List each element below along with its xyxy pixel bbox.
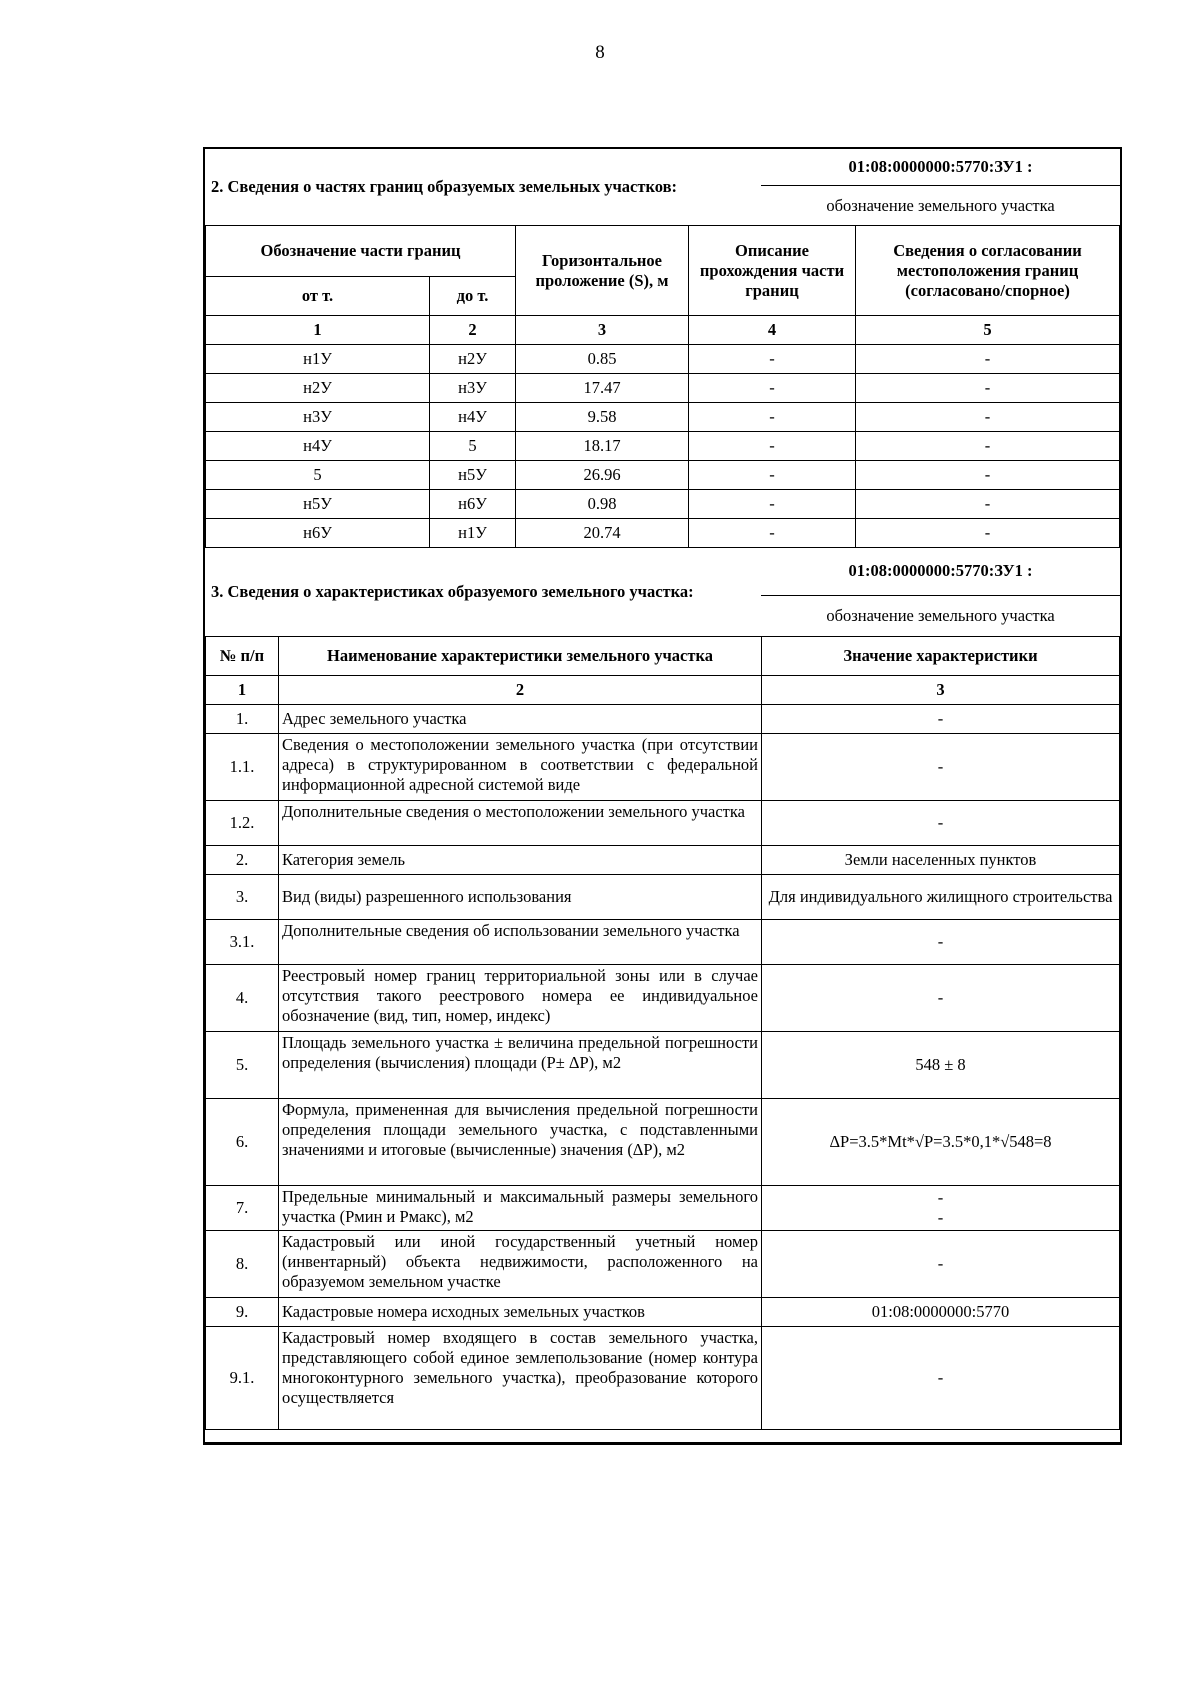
characteristic-name: Категория земель <box>279 846 762 875</box>
characteristic-name: Реестровый номер границ территориальной зоны или в случае отсутствия такого реестрового номера ее индивидуальное обозначение (вид, тип, номер, индекс) <box>279 965 762 1032</box>
point-from: н1У <box>206 345 430 374</box>
point-from: 5 <box>206 461 430 490</box>
characteristic-value: ΔР=3.5*Mt*√Р=3.5*0,1*√548=8 <box>762 1099 1120 1186</box>
table-row <box>206 1231 1120 1298</box>
header-characteristic-name: Наименование характеристики земельного участка <box>279 637 762 676</box>
row-number: 1.2. <box>206 801 279 846</box>
section2-title: 2. Сведения о частях границ образуемых земельных участков: <box>211 177 677 196</box>
col-number: 4 <box>689 316 856 345</box>
point-from: н2У <box>206 374 430 403</box>
header-description: Описание прохождения части границ <box>689 226 856 316</box>
boundary-description: - <box>689 345 856 374</box>
section2-code-legend: обозначение земельного участка <box>826 195 1055 215</box>
characteristic-value: 01:08:0000000:5770 <box>762 1298 1120 1327</box>
characteristic-name: Сведения о местоположении земельного участка (при отсутствии адреса) в структурированном в соответствии с федеральной информационной адресной системой виде <box>279 734 762 801</box>
point-to: н1У <box>430 519 516 548</box>
characteristic-value: - <box>762 705 1120 734</box>
table-row <box>206 1099 1120 1186</box>
table-row <box>206 734 1120 801</box>
col-number: 1 <box>206 316 430 345</box>
boundary-description: - <box>689 490 856 519</box>
point-from: н6У <box>206 519 430 548</box>
row-number: 1.1. <box>206 734 279 801</box>
header-to: до т. <box>430 277 516 316</box>
point-to: н3У <box>430 374 516 403</box>
table-row <box>206 345 1120 374</box>
header-number: № п/п <box>206 637 279 676</box>
boundary-description: - <box>689 519 856 548</box>
row-number: 4. <box>206 965 279 1032</box>
section2-header <box>205 149 1120 225</box>
table-row <box>206 374 1120 403</box>
characteristic-value: Земли населенных пунктов <box>762 846 1120 875</box>
point-to: н2У <box>430 345 516 374</box>
row-number: 2. <box>206 846 279 875</box>
characteristic-name: Формула, примененная для вычисления предельной погрешности определения площади земельного участка, с подставленными значениями и итоговые (вычисленные) значения (ΔР), м2 <box>279 1099 762 1186</box>
col-number: 3 <box>516 316 689 345</box>
agreement-status: - <box>856 490 1120 519</box>
row-number: 9. <box>206 1298 279 1327</box>
boundary-description: - <box>689 432 856 461</box>
agreement-status: - <box>856 374 1120 403</box>
horizontal-length: 20.74 <box>516 519 689 548</box>
table-row <box>206 875 1120 920</box>
point-to: н5У <box>430 461 516 490</box>
boundary-description: - <box>689 403 856 432</box>
boundary-description: - <box>689 374 856 403</box>
horizontal-length: 18.17 <box>516 432 689 461</box>
characteristic-name: Дополнительные сведения об использовании земельного участка <box>279 920 762 965</box>
table-row <box>206 461 1120 490</box>
characteristic-name: Кадастровые номера исходных земельных участков <box>279 1298 762 1327</box>
table-row <box>206 801 1120 846</box>
header-characteristic-value: Значение характеристики <box>762 637 1120 676</box>
col-number: 2 <box>279 676 762 705</box>
horizontal-length: 0.85 <box>516 345 689 374</box>
col-number: 1 <box>206 676 279 705</box>
col-number: 2 <box>430 316 516 345</box>
characteristic-name: Кадастровый номер входящего в состав земельного участка, представляющего собой единое землепользование (номер контура многоконтурного земельного участка), преобразование которого осуществляется <box>279 1327 762 1430</box>
row-number: 9.1. <box>206 1327 279 1430</box>
header-horizontal: Горизонтальное проложение (S), м <box>516 226 689 316</box>
characteristic-value: - <box>762 734 1120 801</box>
section2-parcel-code: 01:08:0000000:5770:ЗУ1 : <box>761 149 1120 186</box>
table-row <box>206 705 1120 734</box>
table-row <box>206 403 1120 432</box>
characteristic-name: Адрес земельного участка <box>279 705 762 734</box>
section3-parcel-code: 01:08:0000000:5770:ЗУ1 : <box>761 548 1120 595</box>
section3-header <box>205 548 1120 636</box>
characteristic-name: Площадь земельного участка ± величина предельной погрешности определения (вычисления) площади (Р± ΔР), м2 <box>279 1032 762 1099</box>
table-row <box>206 519 1120 548</box>
characteristic-value: - <box>762 1231 1120 1298</box>
characteristic-name: Дополнительные сведения о местоположении земельного участка <box>279 801 762 846</box>
agreement-status: - <box>856 519 1120 548</box>
boundary-description: - <box>689 461 856 490</box>
table-row <box>206 1327 1120 1430</box>
point-from: н5У <box>206 490 430 519</box>
max-size-value: - <box>937 1208 944 1227</box>
characteristic-value: Для индивидуального жилищного строительства <box>762 875 1120 920</box>
characteristic-value: - <box>762 920 1120 965</box>
row-number: 3.1. <box>206 920 279 965</box>
row-number: 5. <box>206 1032 279 1099</box>
horizontal-length: 9.58 <box>516 403 689 432</box>
document-frame <box>203 147 1122 1445</box>
table-row <box>206 1032 1120 1099</box>
characteristic-value: 548 ± 8 <box>762 1032 1120 1099</box>
row-number: 8. <box>206 1231 279 1298</box>
point-from: н3У <box>206 403 430 432</box>
point-to: 5 <box>430 432 516 461</box>
agreement-status: - <box>856 345 1120 374</box>
header-agreement: Сведения о согласовании местоположения границ (согласовано/спорное) <box>856 226 1120 316</box>
row-number: 7. <box>206 1186 279 1231</box>
agreement-status: - <box>856 432 1120 461</box>
characteristic-value <box>762 1186 1120 1231</box>
section3-table <box>205 636 1120 1430</box>
characteristic-value: - <box>762 1327 1120 1430</box>
col-number: 3 <box>762 676 1120 705</box>
col-number: 5 <box>856 316 1120 345</box>
section3-code-legend: обозначение земельного участка <box>826 605 1055 625</box>
row-number: 6. <box>206 1099 279 1186</box>
table-row <box>206 1298 1120 1327</box>
point-to: н4У <box>430 403 516 432</box>
min-size-value: - <box>937 1188 944 1207</box>
point-to: н6У <box>430 490 516 519</box>
characteristic-name: Кадастровый или иной государственный учетный номер (инвентарный) объекта недвижимости, расположенного на образуемом земельном участке <box>279 1231 762 1298</box>
section2-table <box>205 225 1120 548</box>
characteristic-name: Предельные минимальный и максимальный размеры земельного участка (Рмин и Рмакс), м2 <box>279 1186 762 1231</box>
point-from: н4У <box>206 432 430 461</box>
section3-title: 3. Сведения о характеристиках образуемого земельного участка: <box>211 582 694 601</box>
agreement-status: - <box>856 461 1120 490</box>
characteristic-value: - <box>762 801 1120 846</box>
table-row <box>206 846 1120 875</box>
characteristic-name: Вид (виды) разрешенного использования <box>279 875 762 920</box>
header-from: от т. <box>206 277 430 316</box>
agreement-status: - <box>856 403 1120 432</box>
table-row <box>206 920 1120 965</box>
page-number: 8 <box>595 42 605 63</box>
horizontal-length: 17.47 <box>516 374 689 403</box>
horizontal-length: 0.98 <box>516 490 689 519</box>
table-row <box>206 432 1120 461</box>
table-row <box>206 1186 1120 1231</box>
table-row <box>206 965 1120 1032</box>
horizontal-length: 26.96 <box>516 461 689 490</box>
header-part-designation: Обозначение части границ <box>206 226 516 277</box>
table-row <box>206 490 1120 519</box>
characteristic-value: - <box>762 965 1120 1032</box>
row-number: 1. <box>206 705 279 734</box>
row-number: 3. <box>206 875 279 920</box>
